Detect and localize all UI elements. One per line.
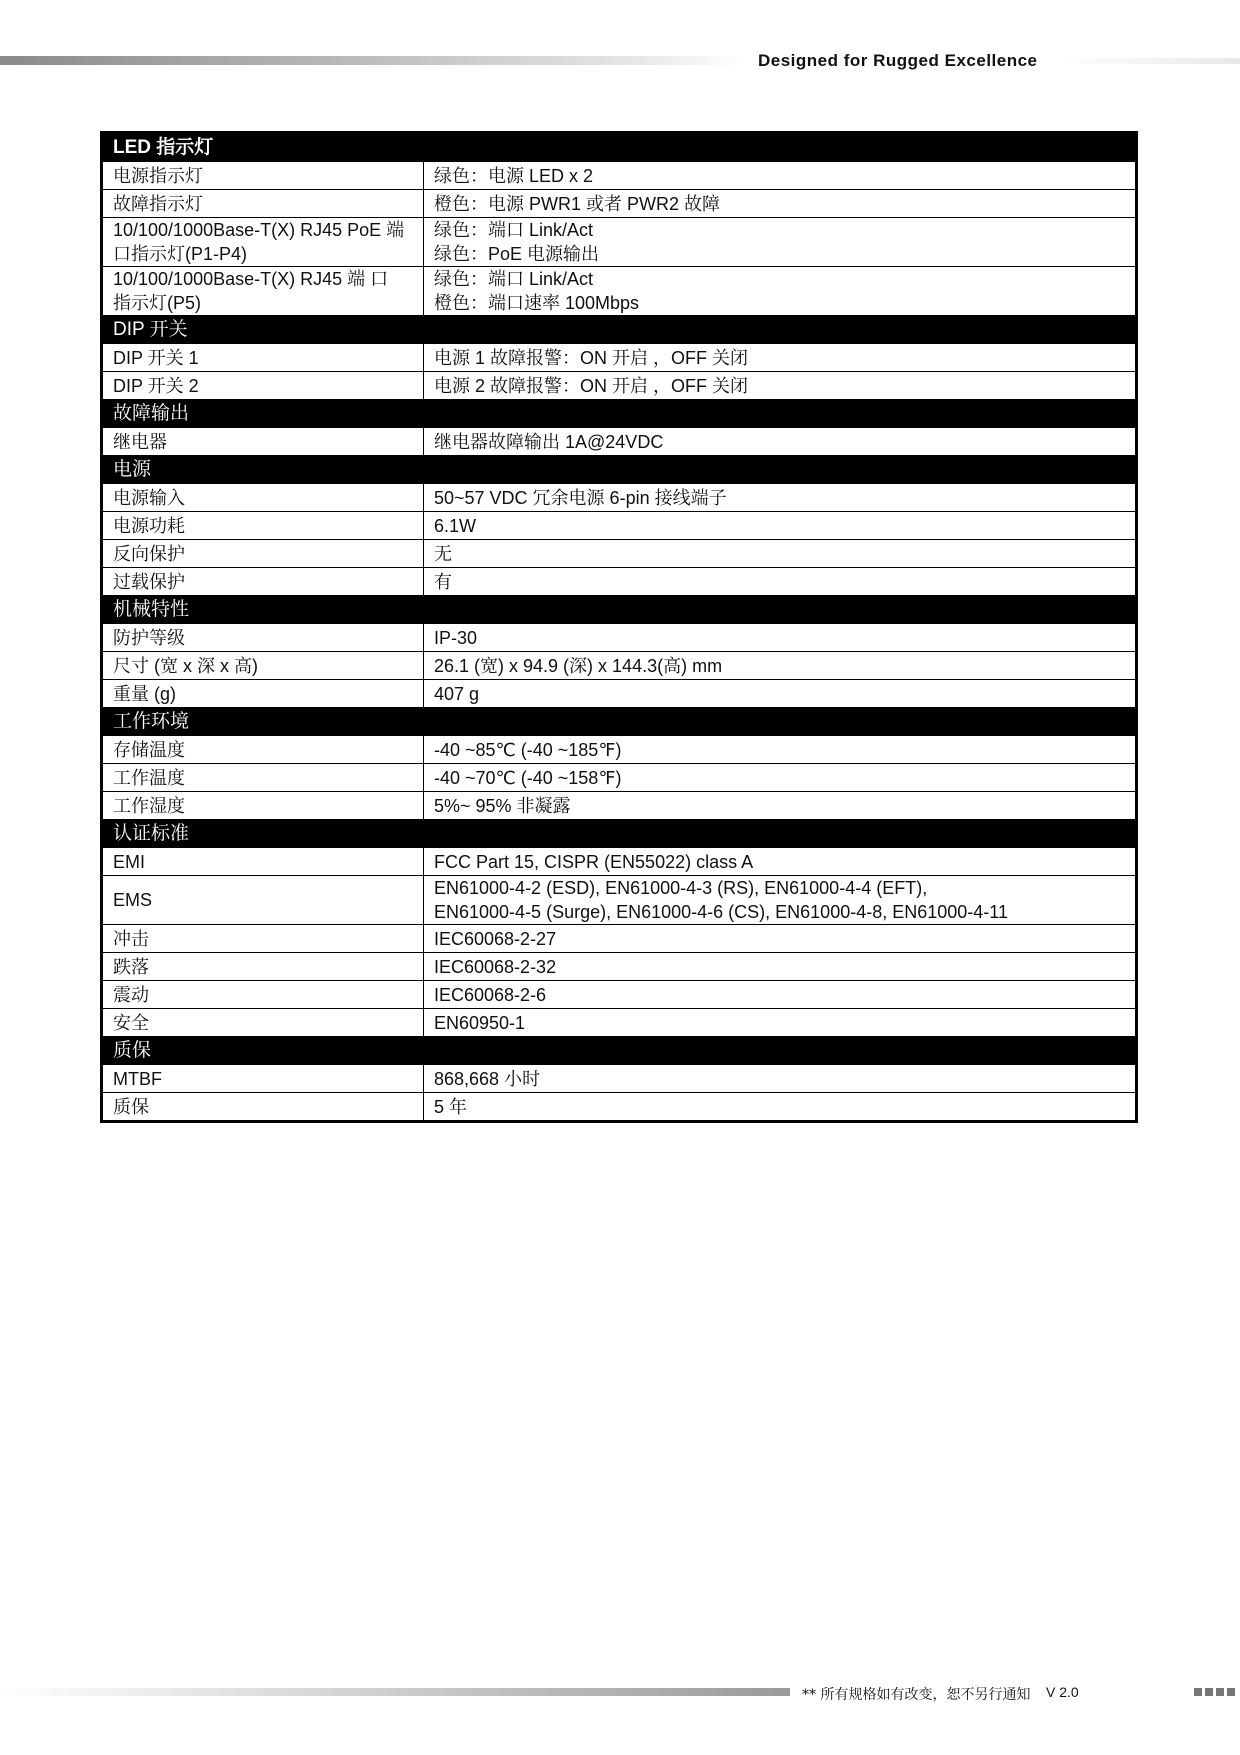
spec-label-cell xyxy=(102,925,424,953)
section-title-text: LED 指示灯 xyxy=(113,136,214,158)
spec-value-cell xyxy=(424,1093,1137,1122)
spec-label-cell xyxy=(102,344,424,372)
section-header-row xyxy=(102,456,1137,484)
spec-label-text: 震动 xyxy=(113,984,149,1005)
spec-value-text: 橙色：电源 PWR1 或者 PWR2 故障 xyxy=(434,193,721,214)
section-title xyxy=(102,708,1137,736)
spec-value-cell xyxy=(424,792,1137,820)
spec-table-body xyxy=(102,133,1137,1122)
spec-label-cell xyxy=(102,540,424,568)
spec-value-cell xyxy=(424,190,1137,218)
spec-value-cell xyxy=(424,764,1137,792)
spec-value-text: 6.1W xyxy=(434,515,477,536)
section-title xyxy=(102,456,1137,484)
spec-label-text: 工作温度 xyxy=(113,767,185,788)
spec-label-text: 工作湿度 xyxy=(113,795,185,816)
section-title-text: 机械特性 xyxy=(113,598,190,620)
spec-row xyxy=(102,925,1137,953)
spec-value-text: 5 年 xyxy=(434,1096,468,1117)
spec-value-cell xyxy=(424,1065,1137,1093)
footer-decoration-blocks xyxy=(1194,1688,1235,1696)
spec-row xyxy=(102,764,1137,792)
spec-value-text: 绿色：端口 Link/Act xyxy=(434,220,594,240)
spec-value-cell xyxy=(424,736,1137,764)
section-title-text: 认证标准 xyxy=(113,822,190,844)
spec-value-text: 有 xyxy=(434,571,452,592)
spec-value-text: IP-30 xyxy=(434,627,478,648)
spec-value-text: 868,668 小时 xyxy=(434,1068,541,1089)
footer-block xyxy=(1227,1688,1235,1696)
spec-label-text: EMI xyxy=(113,851,146,872)
spec-label-cell xyxy=(102,876,424,925)
spec-row xyxy=(102,484,1137,512)
spec-value-text: FCC Part 15, CISPR (EN55022) class A xyxy=(434,851,754,872)
spec-row xyxy=(102,512,1137,540)
spec-label-cell xyxy=(102,1093,424,1122)
spec-value-text: 407 g xyxy=(434,683,480,704)
section-header-row xyxy=(102,400,1137,428)
spec-value-text: EN60950-1 xyxy=(434,1012,526,1033)
spec-row xyxy=(102,848,1137,876)
spec-label-text: 存储温度 xyxy=(113,739,185,760)
spec-table xyxy=(100,131,1138,1123)
section-title-text: 电源 xyxy=(113,458,152,480)
spec-value-text: 电源 2 故障报警：ON 开启 ，OFF 关闭 xyxy=(434,375,749,396)
spec-label-text: 质保 xyxy=(113,1096,149,1117)
spec-row xyxy=(102,267,1137,316)
section-title xyxy=(102,596,1137,624)
spec-value-cell xyxy=(424,925,1137,953)
spec-value-text: 绿色：电源 LED x 2 xyxy=(434,165,594,186)
spec-value-cell xyxy=(424,953,1137,981)
spec-label-cell xyxy=(102,568,424,596)
spec-value-cell xyxy=(424,484,1137,512)
spec-label-text: 故障指示灯 xyxy=(113,193,203,214)
spec-label-cell xyxy=(102,267,424,316)
spec-value-text: EN61000-4-5 (Surge), EN61000-4-6 (CS), EN61000-4-8, EN61000-4-11 xyxy=(434,902,1008,922)
footer-version: V 2.0 xyxy=(1046,1684,1079,1700)
section-header-row xyxy=(102,820,1137,848)
spec-label-cell xyxy=(102,1065,424,1093)
spec-row xyxy=(102,1009,1137,1037)
spec-value-text: EN61000-4-2 (ESD), EN61000-4-3 (RS), EN61000-4-4 (EFT), xyxy=(434,878,928,898)
section-title xyxy=(102,820,1137,848)
section-title xyxy=(102,400,1137,428)
spec-value-text: 橙色：端口速率 100Mbps xyxy=(434,293,640,313)
spec-value-cell xyxy=(424,876,1137,925)
section-title xyxy=(102,1037,1137,1065)
spec-value-cell xyxy=(424,344,1137,372)
spec-label-cell xyxy=(102,652,424,680)
spec-label-text: 反向保护 xyxy=(113,543,185,564)
spec-value-cell xyxy=(424,680,1137,708)
spec-value-cell xyxy=(424,624,1137,652)
spec-value-cell xyxy=(424,568,1137,596)
spec-label-cell xyxy=(102,981,424,1009)
spec-row xyxy=(102,1093,1137,1122)
section-header-row xyxy=(102,1037,1137,1065)
spec-row xyxy=(102,428,1137,456)
spec-label-text: 跌落 xyxy=(113,956,149,977)
spec-label-cell xyxy=(102,848,424,876)
spec-row xyxy=(102,540,1137,568)
section-header-row xyxy=(102,708,1137,736)
spec-label-cell xyxy=(102,428,424,456)
spec-label-text: 口指示灯(P1-P4) xyxy=(113,244,248,264)
spec-row xyxy=(102,190,1137,218)
header-tagline: Designed for Rugged Excellence xyxy=(758,51,1038,70)
spec-value-text: -40 ~85℃ (-40 ~185℉) xyxy=(434,739,622,760)
spec-value-text: 继电器故障输出 1A@24VDC xyxy=(434,431,664,452)
spec-label-cell xyxy=(102,953,424,981)
spec-label-text: 重量 (g) xyxy=(113,683,176,704)
section-title xyxy=(102,133,1137,162)
footer-gradient-bar xyxy=(0,1688,790,1696)
spec-value-cell xyxy=(424,848,1137,876)
spec-label-text: 指示灯(P5) xyxy=(113,293,202,313)
spec-label-cell xyxy=(102,736,424,764)
spec-label-text: MTBF xyxy=(113,1068,162,1089)
footer-block xyxy=(1205,1688,1213,1696)
spec-value-cell xyxy=(424,652,1137,680)
spec-label-cell xyxy=(102,624,424,652)
spec-label-cell xyxy=(102,1009,424,1037)
spec-row xyxy=(102,372,1137,400)
spec-label-text: DIP 开关 2 xyxy=(113,375,199,396)
spec-label-cell xyxy=(102,372,424,400)
spec-row xyxy=(102,680,1137,708)
section-title-text: 质保 xyxy=(113,1039,152,1061)
spec-value-text: IEC60068-2-6 xyxy=(434,984,547,1005)
spec-row xyxy=(102,344,1137,372)
spec-label-text: 电源输入 xyxy=(113,487,185,508)
spec-label-text: DIP 开关 1 xyxy=(113,347,199,368)
spec-label-cell xyxy=(102,680,424,708)
spec-value-cell xyxy=(424,267,1137,316)
spec-label-text: 电源功耗 xyxy=(113,515,185,536)
spec-row xyxy=(102,736,1137,764)
spec-row xyxy=(102,652,1137,680)
header-gradient-bar-right xyxy=(1060,58,1240,64)
spec-label-cell xyxy=(102,512,424,540)
spec-value-text: IEC60068-2-32 xyxy=(434,956,557,977)
spec-value-text: 绿色：PoE 电源输出 xyxy=(434,244,600,264)
spec-label-text: 冲击 xyxy=(113,928,149,949)
spec-value-text: 50~57 VDC 冗余电源 6-pin 接线端子 xyxy=(434,487,727,508)
spec-row xyxy=(102,162,1137,190)
spec-row xyxy=(102,218,1137,267)
section-title-text: 工作环境 xyxy=(113,710,190,732)
spec-label-text: 过载保护 xyxy=(113,571,185,592)
section-header-row xyxy=(102,133,1137,162)
spec-value-text: 26.1 (宽) x 94.9 (深) x 144.3(高) mm xyxy=(434,655,723,676)
spec-value-text: 5%~ 95% 非凝露 xyxy=(434,795,571,816)
spec-value-cell xyxy=(424,981,1137,1009)
spec-label-text: 电源指示灯 xyxy=(113,165,203,186)
spec-label-text: 10/100/1000Base-T(X) RJ45 端 口 xyxy=(113,269,389,289)
spec-label-text: EMS xyxy=(113,890,153,910)
spec-row xyxy=(102,953,1137,981)
spec-row xyxy=(102,1065,1137,1093)
spec-value-cell xyxy=(424,218,1137,267)
spec-value-text: IEC60068-2-27 xyxy=(434,928,557,949)
spec-row xyxy=(102,568,1137,596)
spec-label-cell xyxy=(102,484,424,512)
footer-block xyxy=(1216,1688,1224,1696)
spec-label-cell xyxy=(102,190,424,218)
spec-value-cell xyxy=(424,428,1137,456)
spec-value-text: 无 xyxy=(434,543,452,564)
footer-disclaimer: ** 所有规格如有改变，恕不另行通知 xyxy=(802,1687,1031,1703)
section-title-text: 故障输出 xyxy=(113,402,190,424)
spec-value-cell xyxy=(424,540,1137,568)
spec-label-cell xyxy=(102,792,424,820)
spec-value-text: 绿色：端口 Link/Act xyxy=(434,269,594,289)
spec-label-cell xyxy=(102,764,424,792)
spec-row xyxy=(102,624,1137,652)
section-header-row xyxy=(102,316,1137,344)
section-title xyxy=(102,316,1137,344)
spec-value-cell xyxy=(424,372,1137,400)
header-gradient-bar xyxy=(0,56,745,65)
spec-value-cell xyxy=(424,162,1137,190)
spec-row xyxy=(102,876,1137,925)
spec-row xyxy=(102,792,1137,820)
spec-label-text: 防护等级 xyxy=(113,627,185,648)
footer-block xyxy=(1194,1688,1202,1696)
spec-value-text: -40 ~70℃ (-40 ~158℉) xyxy=(434,767,622,788)
section-header-row xyxy=(102,596,1137,624)
spec-label-text: 安全 xyxy=(113,1012,149,1033)
spec-value-cell xyxy=(424,1009,1137,1037)
spec-label-cell xyxy=(102,162,424,190)
spec-label-text: 10/100/1000Base-T(X) RJ45 PoE 端 xyxy=(113,220,405,240)
spec-label-cell xyxy=(102,218,424,267)
spec-label-text: 继电器 xyxy=(113,431,167,452)
spec-row xyxy=(102,981,1137,1009)
section-title-text: DIP 开关 xyxy=(113,318,188,340)
spec-value-cell xyxy=(424,512,1137,540)
spec-label-text: 尺寸 (宽 x 深 x 高) xyxy=(113,655,258,676)
spec-value-text: 电源 1 故障报警：ON 开启 ，OFF 关闭 xyxy=(434,347,749,368)
